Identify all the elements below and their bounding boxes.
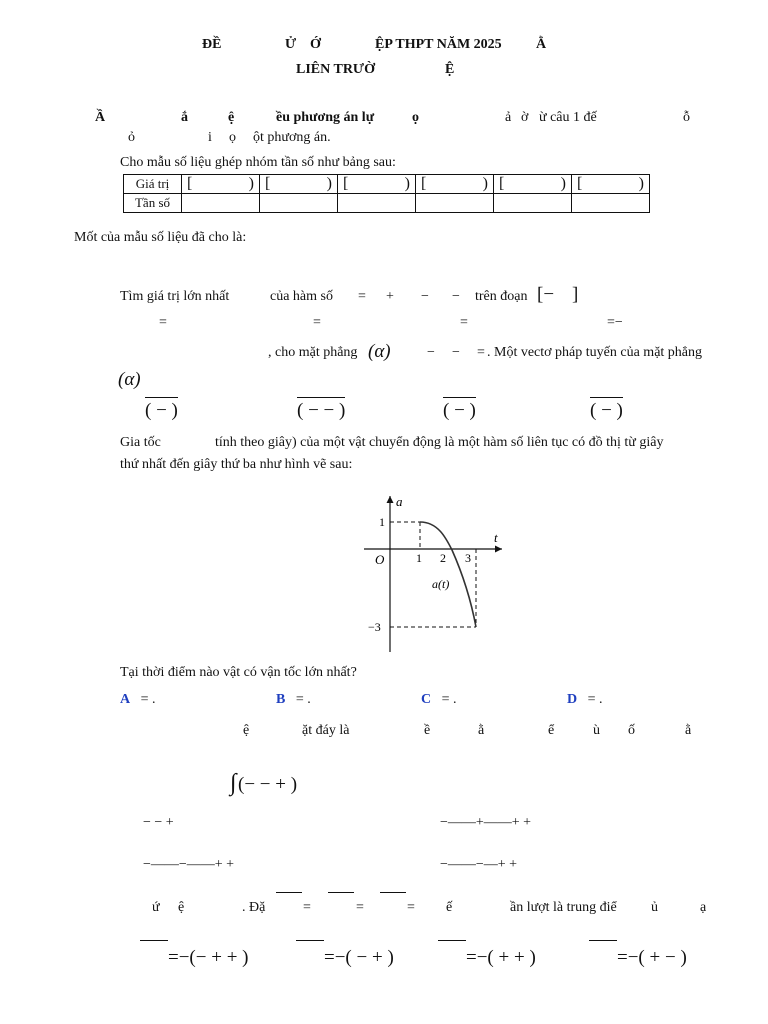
q2-answer-d: =− <box>607 315 623 330</box>
q3-op: = <box>477 345 485 360</box>
q4-text-2: thứ nhất đến giây thứ ba như hình vẽ sau: <box>120 457 353 472</box>
q6-answer-b: −——+——+ + <box>440 815 532 830</box>
header-frag-3: Ớ <box>310 37 321 52</box>
table-row <box>124 175 650 194</box>
q6-integrand: (− − + ) <box>238 774 298 795</box>
part1-frag: ỗ <box>683 110 690 125</box>
q7-frag: = <box>407 900 415 915</box>
table-cell: [ ) <box>182 175 260 194</box>
frequency-table <box>123 174 650 213</box>
table-cell: [ ) <box>494 175 572 194</box>
q3-op: − <box>452 345 460 360</box>
q2-op: − <box>421 289 429 304</box>
table-cell <box>338 194 416 213</box>
q4-option-b[interactable]: B = . <box>276 692 311 707</box>
q2-answer-c: = <box>460 315 468 330</box>
table-cell: [ ) <box>260 175 338 194</box>
vector-bar <box>296 940 324 941</box>
q3-alpha-2: (α) <box>118 369 141 390</box>
part1-frag: i <box>208 130 212 145</box>
part1-frag: ột phương án. <box>253 130 331 145</box>
q4-option-c[interactable]: C = . <box>421 692 457 707</box>
x-tick-label: 3 <box>465 551 471 565</box>
header-frag-2: Ử <box>285 37 297 52</box>
table-cell <box>572 194 650 213</box>
part1-frag: ắ <box>181 110 188 125</box>
q3-answer-a: ( − ) <box>145 400 178 421</box>
q3-answer-c: ( − ) <box>443 400 476 421</box>
acceleration-graph <box>360 490 510 655</box>
q2-op: = <box>358 289 366 304</box>
header-frag-1: ĐỀ <box>202 37 222 52</box>
q2-mid: của hàm số <box>270 289 333 304</box>
part1-frag: ọ <box>412 110 419 125</box>
table-cell: [ ) <box>416 175 494 194</box>
q2-interval: [− <box>537 284 555 305</box>
q2-answer-b: = <box>313 315 321 330</box>
q3-answer-d: ( − ) <box>590 400 623 421</box>
q2-lead: Tìm giá trị lớn nhất <box>120 289 230 304</box>
q3-tail: . Một vectơ pháp tuyến của mặt phẳng <box>487 345 703 360</box>
q2-interval-close: ] <box>572 284 579 305</box>
q6-answer-c: −——−——+ + <box>143 857 235 872</box>
q4-question: Tại thời điểm nào vật có vận tốc lớn nhất? <box>120 665 357 680</box>
vector-bar <box>276 892 302 893</box>
part1-frag: ả <box>505 110 512 125</box>
part1-frag: ọ <box>229 130 236 145</box>
table-cell: [ ) <box>338 175 416 194</box>
q7-frag: ế <box>446 900 453 915</box>
q3-lead: , cho mặt phẳng <box>268 345 358 360</box>
y-tick-label: −3 <box>368 620 381 634</box>
vector-bar <box>438 940 466 941</box>
part1-frag: ều phương án lự <box>276 110 375 125</box>
q5-frag: ố <box>628 723 635 738</box>
x-tick-label: 2 <box>440 551 446 565</box>
q7-frag: ứ <box>152 900 160 915</box>
q5-frag: ề <box>424 723 431 738</box>
header-line2-a: LIÊN TRƯỜ <box>296 62 375 77</box>
q7-answer-d: =−( + − ) <box>617 947 687 968</box>
q7-frag: . Đặ <box>242 900 266 915</box>
part1-frag: ờ <box>521 110 529 125</box>
table-cell <box>416 194 494 213</box>
q6-answer-d: −——−—+ + <box>440 857 518 872</box>
table-label-values: Giá trị <box>124 175 182 194</box>
x-axis-label: t <box>494 530 498 545</box>
table-row <box>124 194 650 213</box>
y-tick-label: 1 <box>379 515 385 529</box>
q4-option-d[interactable]: D = . <box>567 692 603 707</box>
q6-answer-a: − − + <box>143 815 174 830</box>
header-line2-b: Ệ <box>445 62 455 77</box>
table-cell <box>260 194 338 213</box>
q4-text: tính theo giây) của một vật chuyển động là một hàm số liên tục có đồ thị từ giây <box>215 435 664 450</box>
part1-frag: ỏ <box>128 130 135 145</box>
q2-answer-a: = <box>159 315 167 330</box>
q5-frag: ù <box>593 723 600 738</box>
q4-lead: Gia tốc <box>120 435 161 450</box>
table-cell <box>494 194 572 213</box>
table-cell <box>182 194 260 213</box>
q7-frag: ệ <box>178 900 185 915</box>
q5-frag: ằ <box>478 723 485 738</box>
q4-option-a[interactable]: A = . <box>120 692 156 707</box>
q7-frag: ủ <box>651 900 658 915</box>
vector-bar <box>140 940 168 941</box>
q7-frag: = <box>303 900 311 915</box>
q5-frag: ể <box>548 723 555 738</box>
vector-bar <box>328 892 354 893</box>
q7-frag: = <box>356 900 364 915</box>
y-axis-label: a <box>396 494 403 509</box>
q7-answer-b: =−( − + ) <box>324 947 394 968</box>
q2-op: + <box>386 289 394 304</box>
q2-op: − <box>452 289 460 304</box>
q7-frag: ần lượt là trung điể <box>510 900 617 915</box>
q3-op: − <box>427 345 435 360</box>
curve-label: a(t) <box>432 577 450 591</box>
q3-alpha: (α) <box>368 341 391 362</box>
q1-intro: Cho mẫu số liệu ghép nhóm tần số như bảng sau: <box>120 155 396 170</box>
vector-bar <box>380 892 406 893</box>
part1-frag: ệ <box>228 110 235 125</box>
q5-frag: ệ <box>243 723 250 738</box>
q5-frag: ặt đáy là <box>302 723 350 738</box>
header-frag-5: Ằ <box>536 37 547 52</box>
q3-answer-b: ( − − ) <box>297 400 346 421</box>
q5-frag: ằ <box>685 723 692 738</box>
q7-answer-a: =−(− + + ) <box>168 947 249 968</box>
part1-frag: ừ câu 1 đế <box>539 110 597 125</box>
origin-label: O <box>375 552 385 567</box>
part1-lead: Ầ <box>95 110 106 125</box>
header-frag-4: ỆP THPT NĂM 2025 <box>375 37 502 52</box>
q2-tail: trên đoạn <box>475 289 528 304</box>
q7-answer-c: =−( + + ) <box>466 947 536 968</box>
curve-a-t <box>420 522 476 627</box>
integral-sign: ∫ <box>230 770 237 796</box>
table-cell: [ ) <box>572 175 650 194</box>
q1-question: Mốt của mẫu số liệu đã cho là: <box>74 230 247 245</box>
table-label-freq: Tần số <box>124 194 182 213</box>
vector-bar <box>589 940 617 941</box>
x-tick-label: 1 <box>416 551 422 565</box>
q7-frag: ạ <box>700 900 707 915</box>
